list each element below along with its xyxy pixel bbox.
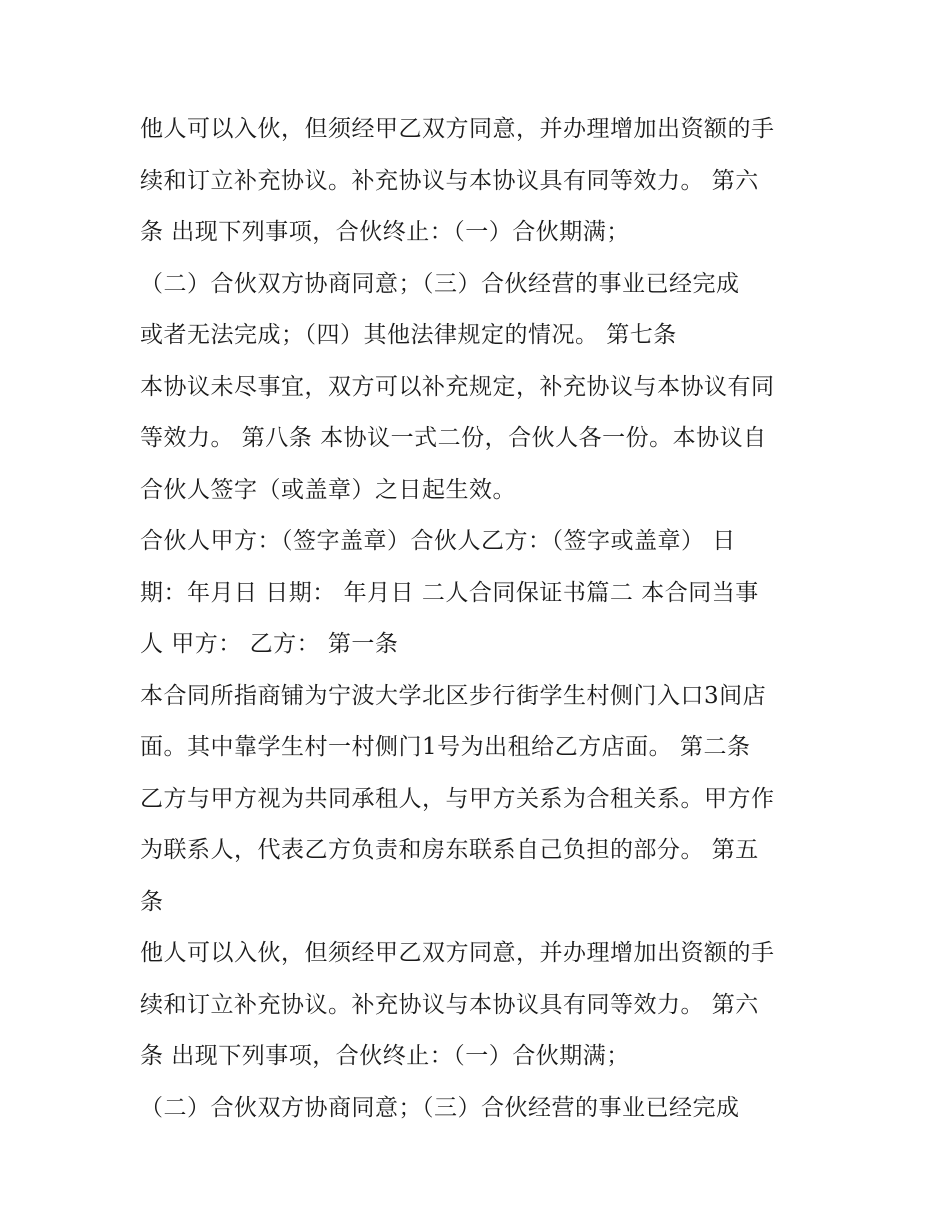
text-line: 条 — [140, 888, 164, 915]
text-line: 他人可以入伙，但须经甲乙双方同意，并办理增加出资额的手 — [140, 116, 775, 142]
text-line: 人 甲方： 乙方： 第一条 — [140, 631, 399, 657]
text-line: 续和订立补充协议。补充协议与本协议具有同等效力。 第六 — [140, 167, 759, 194]
text-line: 为联系人，代表乙方负责和房东联系自己负担的部分。 第五 — [140, 837, 759, 863]
text-line: 面。其中靠学生村一村侧门1号为出租给乙方店面。 第二条 — [140, 734, 751, 760]
text-line: 续和订立补充协议。补充协议与本协议具有同等效力。 第六 — [140, 991, 759, 1018]
text-line: （二）合伙双方协商同意；（三）合伙经营的事业已经完成 — [140, 1094, 740, 1121]
text-line: 条 出现下列事项，合伙终止：（一）合伙期满； — [140, 219, 630, 245]
text-line: （二）合伙双方协商同意；（三）合伙经营的事业已经完成 — [140, 270, 740, 297]
text-line: 期：年月日 日期： 年月日 二人合同保证书篇二 本合同当事 — [140, 579, 759, 606]
text-line: 本合同所指商铺为宁波大学北区步行街学生村侧门入口3间店 — [140, 682, 767, 709]
document-body — [140, 104, 820, 1134]
text-line: 条 出现下列事项，合伙终止：（一）合伙期满； — [140, 1043, 630, 1069]
text-line: 合伙人签字（或盖章）之日起生效。 — [140, 476, 516, 503]
text-line: 他人可以入伙，但须经甲乙双方同意，并办理增加出资额的手 — [140, 940, 775, 966]
text-line: 乙方与甲方视为共同承租人，与甲方关系为合租关系。甲方作 — [140, 785, 775, 812]
text-line: 本协议未尽事宜，双方可以补充规定，补充协议与本协议有同 — [140, 373, 775, 400]
text-line: 等效力。 第八条 本协议一式二份，合伙人各一份。本协议自 — [140, 425, 767, 451]
text-line: 合伙人甲方：（签字盖章）合伙人乙方：（签字或盖章） 日 — [140, 528, 736, 554]
text-line: 或者无法完成；（四）其他法律规定的情况。 第七条 — [140, 322, 677, 348]
